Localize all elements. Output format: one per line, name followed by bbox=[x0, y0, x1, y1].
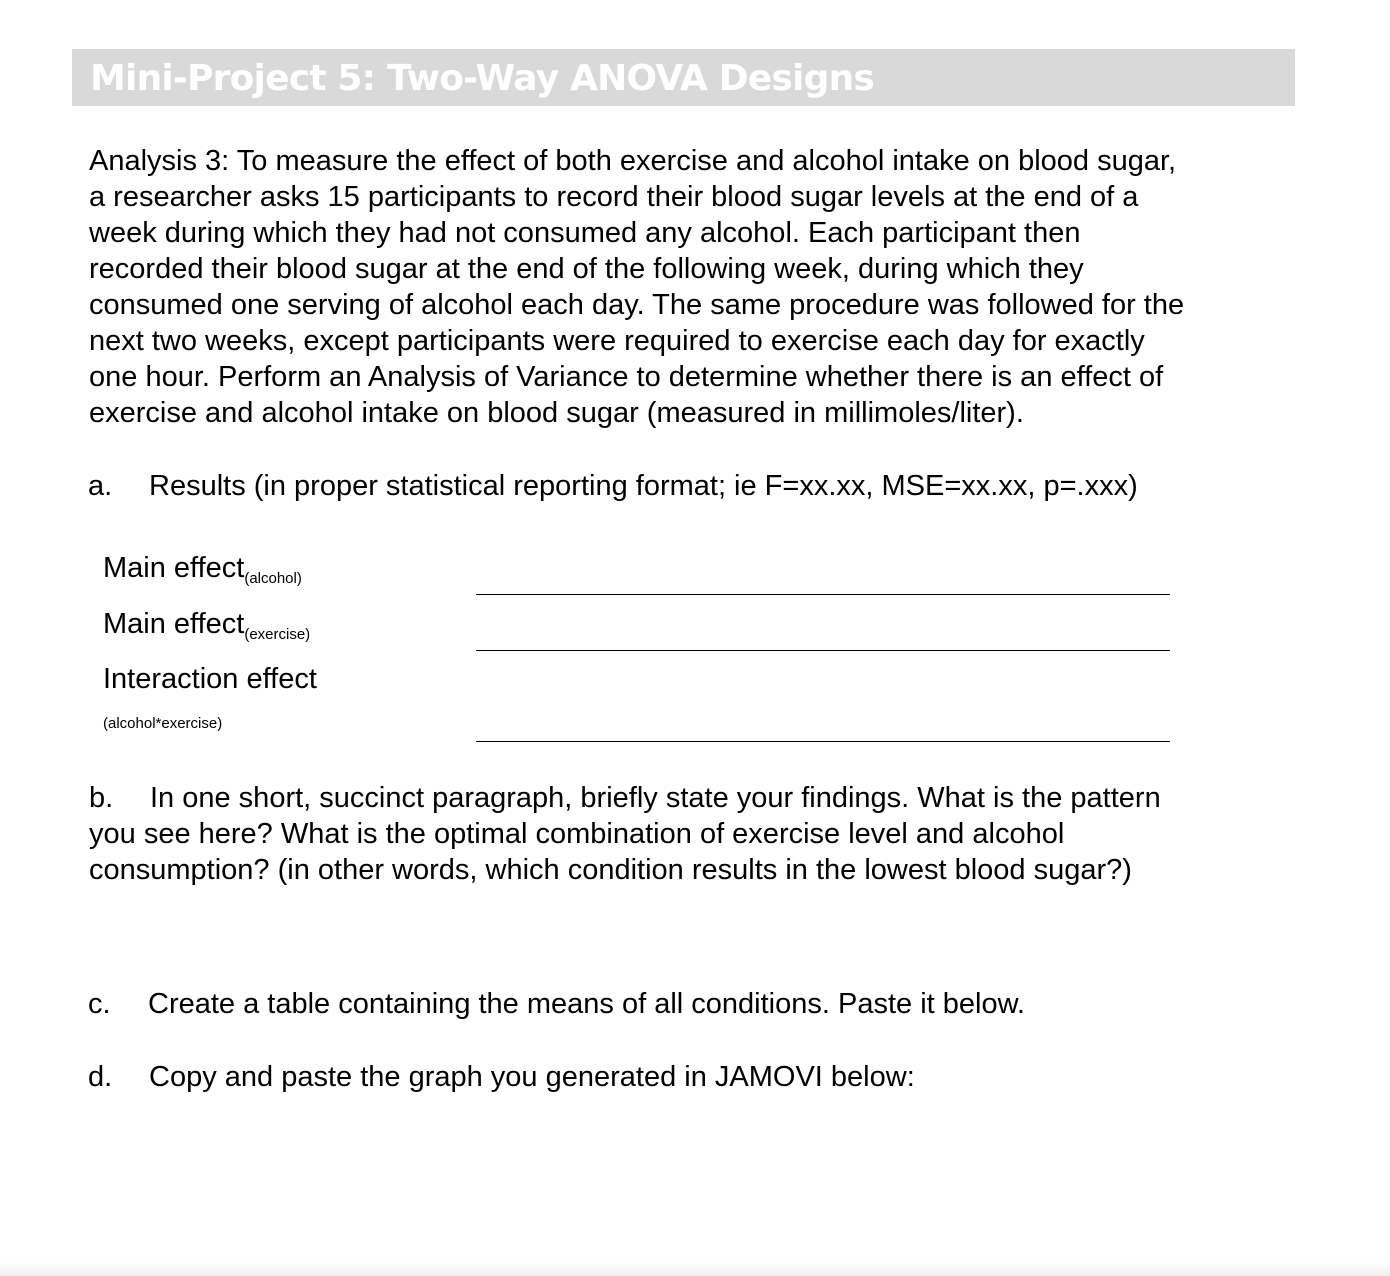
question-d-text: Copy and paste the graph you generated in JAMOVI below: bbox=[149, 1061, 915, 1093]
question-b-line: consumption? (in other words, which condition results in the lowest blood sugar?) bbox=[89, 854, 1132, 886]
main-effect-exercise-label: Main effect$_{(exercise)}$ bbox=[103, 608, 311, 643]
question-c-text: Create a table containing the means of all conditions. Paste it below. bbox=[148, 988, 1025, 1020]
page-bottom-edge bbox=[0, 1262, 1390, 1276]
exercise-subscript: (exercise) bbox=[244, 626, 311, 643]
question-b bbox=[89, 780, 1289, 888]
question-d-letter: d. bbox=[88, 1061, 113, 1093]
question-c-letter: c. bbox=[88, 988, 111, 1020]
header-bar bbox=[72, 49, 1295, 106]
question-d bbox=[88, 1059, 915, 1095]
analysis-paragraph bbox=[89, 143, 1289, 431]
question-c bbox=[88, 986, 1025, 1022]
answer-line-alcohol[interactable] bbox=[476, 594, 1170, 595]
alcohol-subscript: (alcohol) bbox=[244, 570, 302, 587]
analysis-line: a researcher asks 15 participants to record their blood sugar levels at the end of a bbox=[89, 181, 1139, 213]
analysis-line: Analysis 3: To measure the effect of both exercise and alcohol intake on blood sugar, bbox=[89, 145, 1177, 177]
question-a bbox=[88, 468, 1138, 504]
question-b-letter: b. bbox=[89, 782, 114, 814]
main-effect-alcohol-label: Main effect$_{(alcohol)}$ bbox=[103, 552, 302, 587]
analysis-line: one hour. Perform an Analysis of Variance to determine whether there is an effect of bbox=[89, 361, 1164, 393]
analysis-line: exercise and alcohol intake on blood sugar (measured in millimoles/liter). bbox=[89, 397, 1024, 429]
page-title: Mini-Project 5: Two-Way ANOVA Designs bbox=[90, 58, 875, 99]
interaction-effect-note: (alcohol*exercise) bbox=[103, 715, 223, 732]
answer-line-exercise[interactable] bbox=[476, 650, 1170, 651]
question-a-text: Results (in proper statistical reporting format; ie F=xx.xx, MSE=xx.xx, p=.xxx) bbox=[149, 470, 1138, 502]
analysis-line: consumed one serving of alcohol each day. The same procedure was followed for the bbox=[89, 289, 1185, 321]
question-b-line: you see here? What is the optimal combination of exercise level and alcohol bbox=[89, 818, 1065, 850]
analysis-line: week during which they had not consumed any alcohol. Each participant then bbox=[89, 217, 1081, 249]
question-b-line: In one short, succinct paragraph, briefly state your findings. What is the pattern bbox=[150, 782, 1161, 814]
answer-line-interaction[interactable] bbox=[476, 741, 1170, 742]
analysis-line: next two weeks, except participants were required to exercise each day for exactly bbox=[89, 325, 1145, 357]
question-a-letter: a. bbox=[88, 470, 113, 502]
interaction-effect-label: Interaction effect bbox=[103, 663, 317, 695]
analysis-line: recorded their blood sugar at the end of the following week, during which they bbox=[89, 253, 1084, 285]
